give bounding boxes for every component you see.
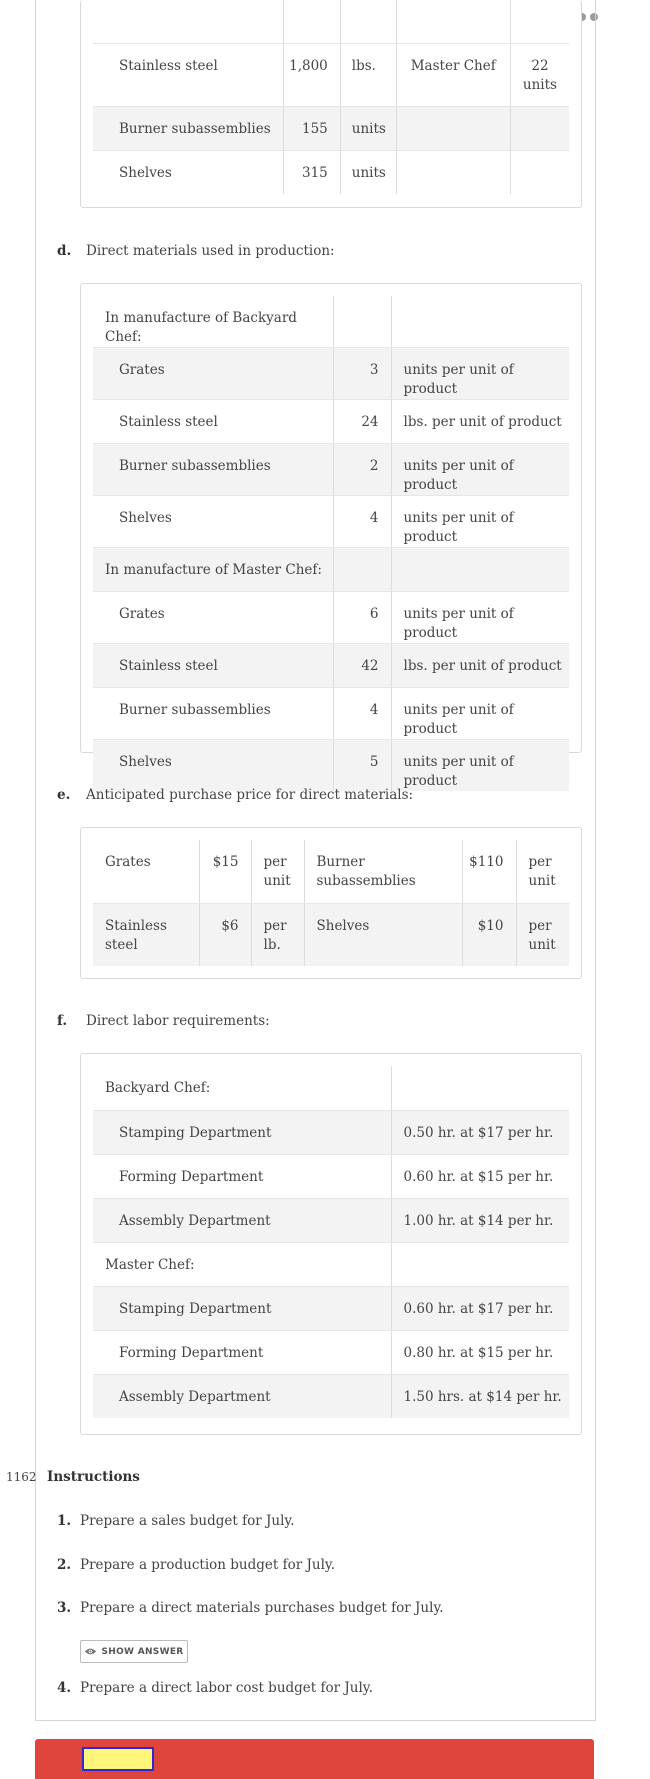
- section-d-title: Direct materials used in production:: [86, 243, 335, 259]
- quantity: 3: [333, 348, 391, 400]
- item-name: Burner subassemblies: [93, 444, 333, 496]
- item-name: Burner subassemblies: [93, 106, 283, 150]
- item-name: Stainless steel: [93, 903, 199, 966]
- item-name: Stainless steel: [93, 400, 333, 444]
- product: Master Chef: [396, 43, 510, 106]
- group-header: Master Chef:: [93, 1242, 391, 1286]
- department-name: Stamping Department: [93, 1286, 391, 1330]
- table-row: [93, 840, 569, 903]
- group-header-row: [93, 296, 569, 348]
- eye-icon: [84, 1647, 97, 1656]
- show-answer-label: SHOW ANSWER: [101, 1646, 184, 1657]
- labor-rate: 1.00 hr. at $14 per hr.: [391, 1198, 569, 1242]
- labor-rate: 1.50 hrs. at $14 per hr.: [391, 1374, 569, 1418]
- purchase-price-table: [80, 827, 582, 979]
- unit-desc: units per unit of product: [391, 688, 569, 740]
- price-unit: per unit: [251, 840, 304, 903]
- table-row: [93, 496, 569, 548]
- item-name: Grates: [93, 592, 333, 644]
- item-name: Shelves: [304, 903, 462, 966]
- line-number: 1162: [6, 1470, 37, 1484]
- labor-rate: 0.50 hr. at $17 per hr.: [391, 1110, 569, 1154]
- quantity: 24: [333, 400, 391, 444]
- item-name: Burner subassemblies: [93, 688, 333, 740]
- table-row: [93, 740, 569, 792]
- product-units: 22 units: [510, 43, 569, 106]
- quantity: 4: [333, 496, 391, 548]
- section-f-title: Direct labor requirements:: [86, 1013, 270, 1029]
- price-unit: per unit: [516, 903, 569, 966]
- step-text: Prepare a direct materials purchases budget for July.: [80, 1600, 444, 1616]
- quantity: 315: [283, 150, 340, 194]
- group-header-row: [93, 548, 569, 592]
- table-row: [93, 1154, 569, 1198]
- quantity: 4: [333, 688, 391, 740]
- table-row: [93, 43, 569, 106]
- item-name: Stainless steel: [93, 43, 283, 106]
- table-row: [93, 644, 569, 688]
- group-header: In manufacture of Master Chef:: [93, 548, 333, 592]
- unit-desc: units per unit of product: [391, 592, 569, 644]
- quantity: 155: [283, 106, 340, 150]
- department-name: Forming Department: [93, 1330, 391, 1374]
- item-name: Shelves: [93, 496, 333, 548]
- department-name: Forming Department: [93, 1154, 391, 1198]
- unit: units: [340, 150, 396, 194]
- step-number: 4.: [57, 1680, 72, 1696]
- section-d-label: d.: [57, 243, 72, 259]
- section-e-label: e.: [57, 787, 71, 803]
- labor-rate: 0.80 hr. at $15 per hr.: [391, 1330, 569, 1374]
- price: $110: [462, 840, 516, 903]
- instructions-heading: Instructions: [47, 1469, 140, 1485]
- price: $10: [462, 903, 516, 966]
- unit-desc: units per unit of product: [391, 740, 569, 792]
- table-row: [93, 1198, 569, 1242]
- item-name: Shelves: [93, 740, 333, 792]
- quantity: 1,800: [283, 43, 340, 106]
- price: $6: [199, 903, 251, 966]
- table-row: [93, 150, 569, 194]
- labor-rate: 0.60 hr. at $17 per hr.: [391, 1286, 569, 1330]
- table-row: [93, 1374, 569, 1418]
- table-row: [93, 400, 569, 444]
- step-text: Prepare a direct labor cost budget for July.: [80, 1680, 373, 1696]
- table-row: [93, 1286, 569, 1330]
- highlight-box: [82, 1747, 154, 1771]
- table-row: [93, 106, 569, 150]
- step-number: 1.: [57, 1513, 72, 1529]
- price: $15: [199, 840, 251, 903]
- unit-desc: units per unit of product: [391, 444, 569, 496]
- show-answer-button[interactable]: [80, 1640, 188, 1663]
- table-row: [93, 0, 569, 43]
- unit-desc: lbs. per unit of product: [391, 644, 569, 688]
- quantity: 2: [333, 444, 391, 496]
- price-unit: per lb.: [251, 903, 304, 966]
- department-name: Assembly Department: [93, 1198, 391, 1242]
- unit: lbs.: [340, 43, 396, 106]
- section-f-label: f.: [57, 1013, 68, 1029]
- group-header-row: [93, 1242, 569, 1286]
- step-text: Prepare a sales budget for July.: [80, 1513, 295, 1529]
- direct-labor-table: [80, 1053, 582, 1435]
- table-row: [93, 903, 569, 966]
- group-header-row: [93, 1066, 569, 1110]
- item-name: Burner subassemblies: [304, 840, 462, 903]
- department-name: Stamping Department: [93, 1110, 391, 1154]
- quantity: 6: [333, 592, 391, 644]
- unit: units: [340, 106, 396, 150]
- quantity: 42: [333, 644, 391, 688]
- price-unit: per unit: [516, 840, 569, 903]
- step-number: 3.: [57, 1600, 72, 1616]
- direct-materials-used-table: [80, 283, 582, 789]
- item-name: Stainless steel: [93, 644, 333, 688]
- table-row: [93, 348, 569, 400]
- unit-desc: lbs. per unit of product: [391, 400, 569, 444]
- group-header: Backyard Chef:: [93, 1066, 391, 1110]
- unit-desc: units per unit of product: [391, 348, 569, 400]
- item-name: Grates: [93, 348, 333, 400]
- labor-rate: 0.60 hr. at $15 per hr.: [391, 1154, 569, 1198]
- section-e-title: Anticipated purchase price for direct materials:: [86, 787, 414, 803]
- table-row: [93, 444, 569, 496]
- group-header: In manufacture of Backyard Chef:: [93, 296, 333, 348]
- table-row: [93, 1110, 569, 1154]
- table-row: [93, 592, 569, 644]
- item-name: Grates: [93, 840, 199, 903]
- materials-inventory-table: [80, 0, 582, 208]
- department-name: Assembly Department: [93, 1374, 391, 1418]
- quantity: 5: [333, 740, 391, 792]
- step-number: 2.: [57, 1557, 72, 1573]
- step-text: Prepare a production budget for July.: [80, 1557, 336, 1573]
- table-row: [93, 688, 569, 740]
- item-name: Shelves: [93, 150, 283, 194]
- table-row: [93, 1330, 569, 1374]
- unit-desc: units per unit of product: [391, 496, 569, 548]
